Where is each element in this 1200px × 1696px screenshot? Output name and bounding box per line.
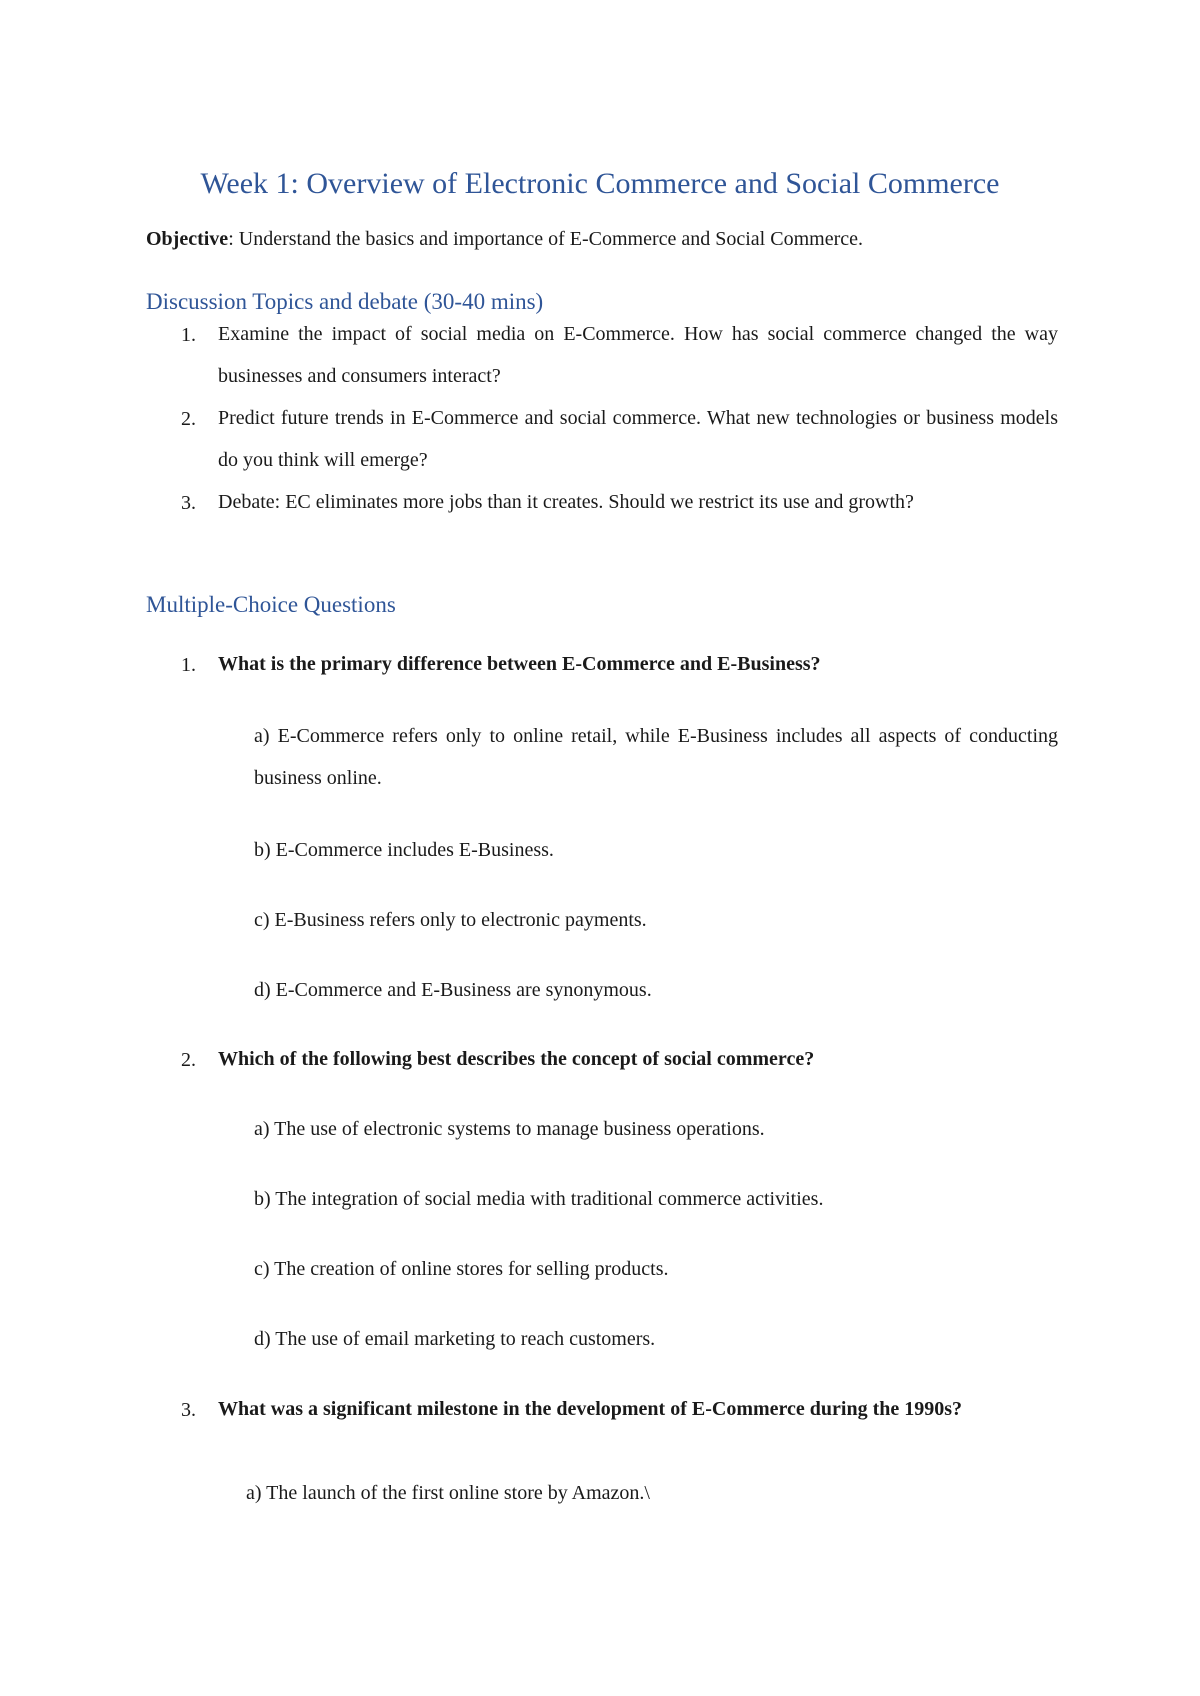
question-number: 1. [181, 654, 196, 676]
discussion-item-number: 2. [181, 408, 196, 430]
discussion-heading: Discussion Topics and debate (30-40 mins) [146, 289, 544, 314]
answer-option: c) E-Business refers only to electronic payments. [254, 909, 647, 931]
question-text: Which of the following best describes the concept of social commerce? [218, 1048, 815, 1070]
answer-option: b) The integration of social media with traditional commerce activities. [254, 1188, 824, 1210]
discussion-item: Examine the impact of social media on E-Commerce. How has social commerce changed the way businesses and consumers interact? [218, 323, 1058, 387]
question-number: 3. [181, 1399, 196, 1421]
answer-option: d) The use of email marketing to reach customers. [254, 1328, 656, 1350]
answer-option: b) E-Commerce includes E-Business. [254, 839, 554, 861]
objective-label: Objective [146, 228, 229, 250]
answer-option: d) E-Commerce and E-Business are synonymous. [254, 979, 652, 1001]
discussion-item-number: 3. [181, 492, 196, 514]
discussion-item: Debate: EC eliminates more jobs than it creates. Should we restrict its use and growth? [218, 491, 914, 513]
answer-option: a) E-Commerce refers only to online retail, while E-Business includes all aspects of conducting business online. [254, 725, 1058, 789]
question-text: What is the primary difference between E-Commerce and E-Business? [218, 653, 821, 675]
objective-line [146, 227, 1066, 251]
discussion-item-number: 1. [181, 324, 196, 346]
question-number: 2. [181, 1049, 196, 1071]
answer-option: c) The creation of online stores for selling products. [254, 1258, 669, 1280]
mcq-heading: Multiple-Choice Questions [146, 592, 396, 617]
page-title: Week 1: Overview of Electronic Commerce and Social Commerce [200, 167, 1000, 200]
discussion-item: Predict future trends in E-Commerce and social commerce. What new technologies or business models do you think will emerge? [218, 407, 1058, 471]
answer-option: a) The launch of the first online store by Amazon.\ [246, 1482, 650, 1504]
question-text: What was a significant milestone in the development of E-Commerce during the 1990s? [218, 1398, 963, 1420]
answer-option: a) The use of electronic systems to manage business operations. [254, 1118, 765, 1140]
objective-text: : Understand the basics and importance of E-Commerce and Social Commerce. [228, 228, 863, 250]
